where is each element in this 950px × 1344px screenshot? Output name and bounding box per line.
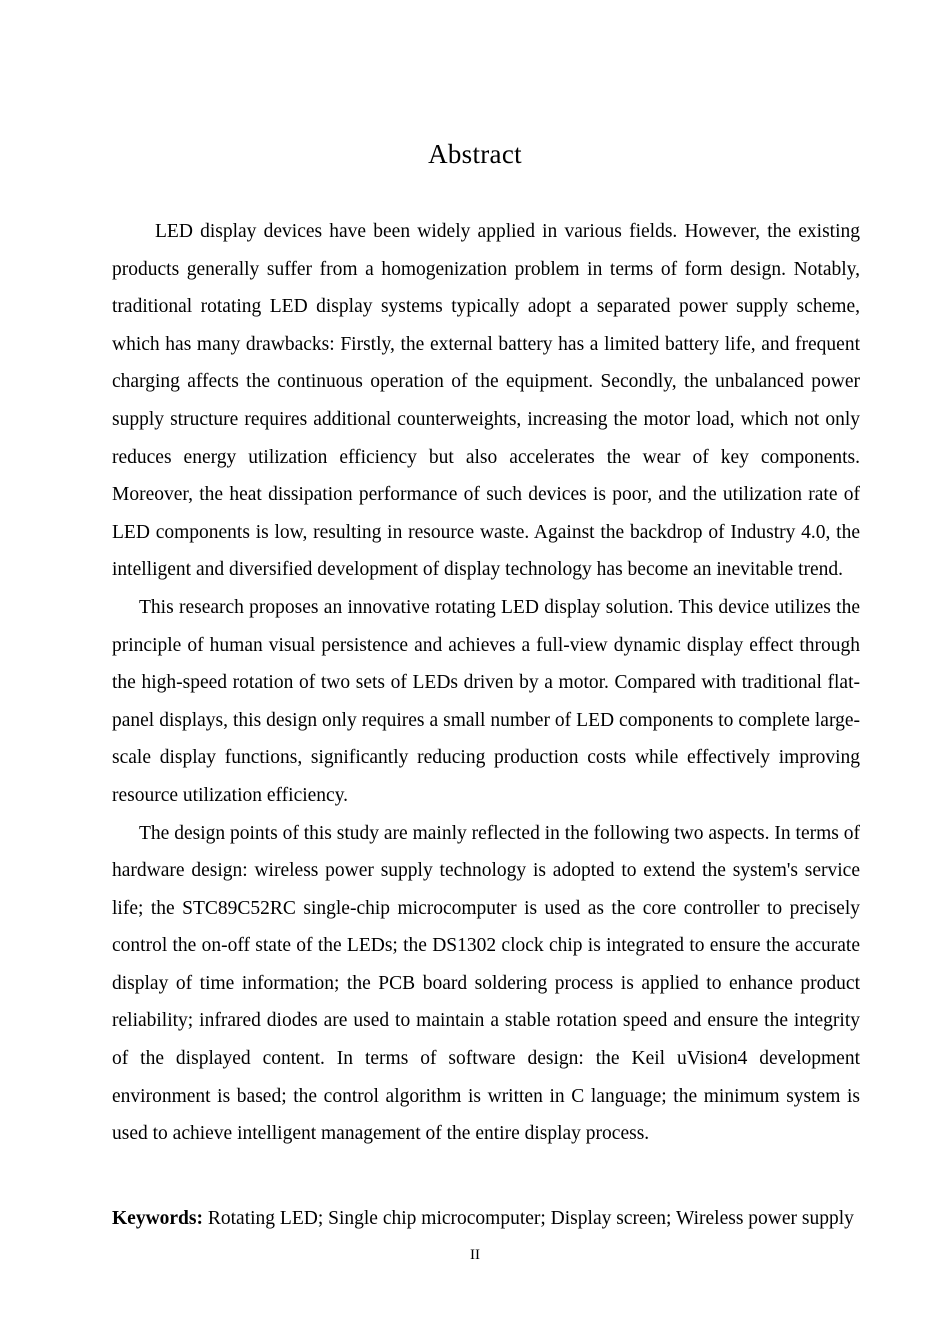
keywords-label: Keywords: [112, 1207, 203, 1229]
paragraph-proposal: This research proposes an innovative rotating LED display solution. This device utilizes the principle of human visual persistence and achieves a full-view dynamic display effect through the high-speed rotation of two sets of LEDs driven by a motor. Compared with traditional flat-panel displays, this design only requires a small number of LED components to complete large-scale display functions, significantly reducing production costs while effectively improving resource utilization efficiency. [112, 596, 860, 806]
paragraph-background: LED display devices have been widely applied in various fields. However, the existing products generally suffer from a homogenization problem in terms of form design. Notably, traditional rotating LED display systems typically adopt a separated power supply scheme, which has many drawbacks: Firstly, the external battery has a limited battery life, and frequent charging affects the continuous operation of the equipment. Secondly, the unbalanced power supply structure requires additional counterweights, increasing the motor load, which not only reduces energy utilization efficiency but also accelerates the wear of key components. Moreover, the heat dissipation performance of such devices is poor, and the utilization rate of LED components is low, resulting in resource waste. Against the backdrop of Industry 4.0, the intelligent and diversified development of display technology has become an inevitable trend. [112, 221, 860, 581]
page-number: II [470, 1247, 480, 1263]
keywords-values: Rotating LED; Single chip microcomputer; Display screen; Wireless power supply [207, 1207, 854, 1229]
abstract-body [112, 213, 860, 1153]
paragraph-design-points: The design points of this study are mainly reflected in the following two aspects. In terms of hardware design: wireless power supply technology is adopted to extend the system's service life; the STC89C52RC single-chip microcomputer is used as the core controller to precisely control the on-off state of the LEDs; the DS1302 clock chip is integrated to ensure the accurate display of time information; the PCB board soldering process is applied to enhance product reliability; infrared diodes are used to maintain a stable rotation speed and ensure the integrity of the displayed content. In terms of software design: the Keil uVision4 development environment is based; the control algorithm is written in C language; the minimum system is used to achieve intelligent management of the entire display process. [112, 822, 860, 1145]
page-title: Abstract [428, 139, 522, 170]
keywords-line [112, 1204, 872, 1234]
